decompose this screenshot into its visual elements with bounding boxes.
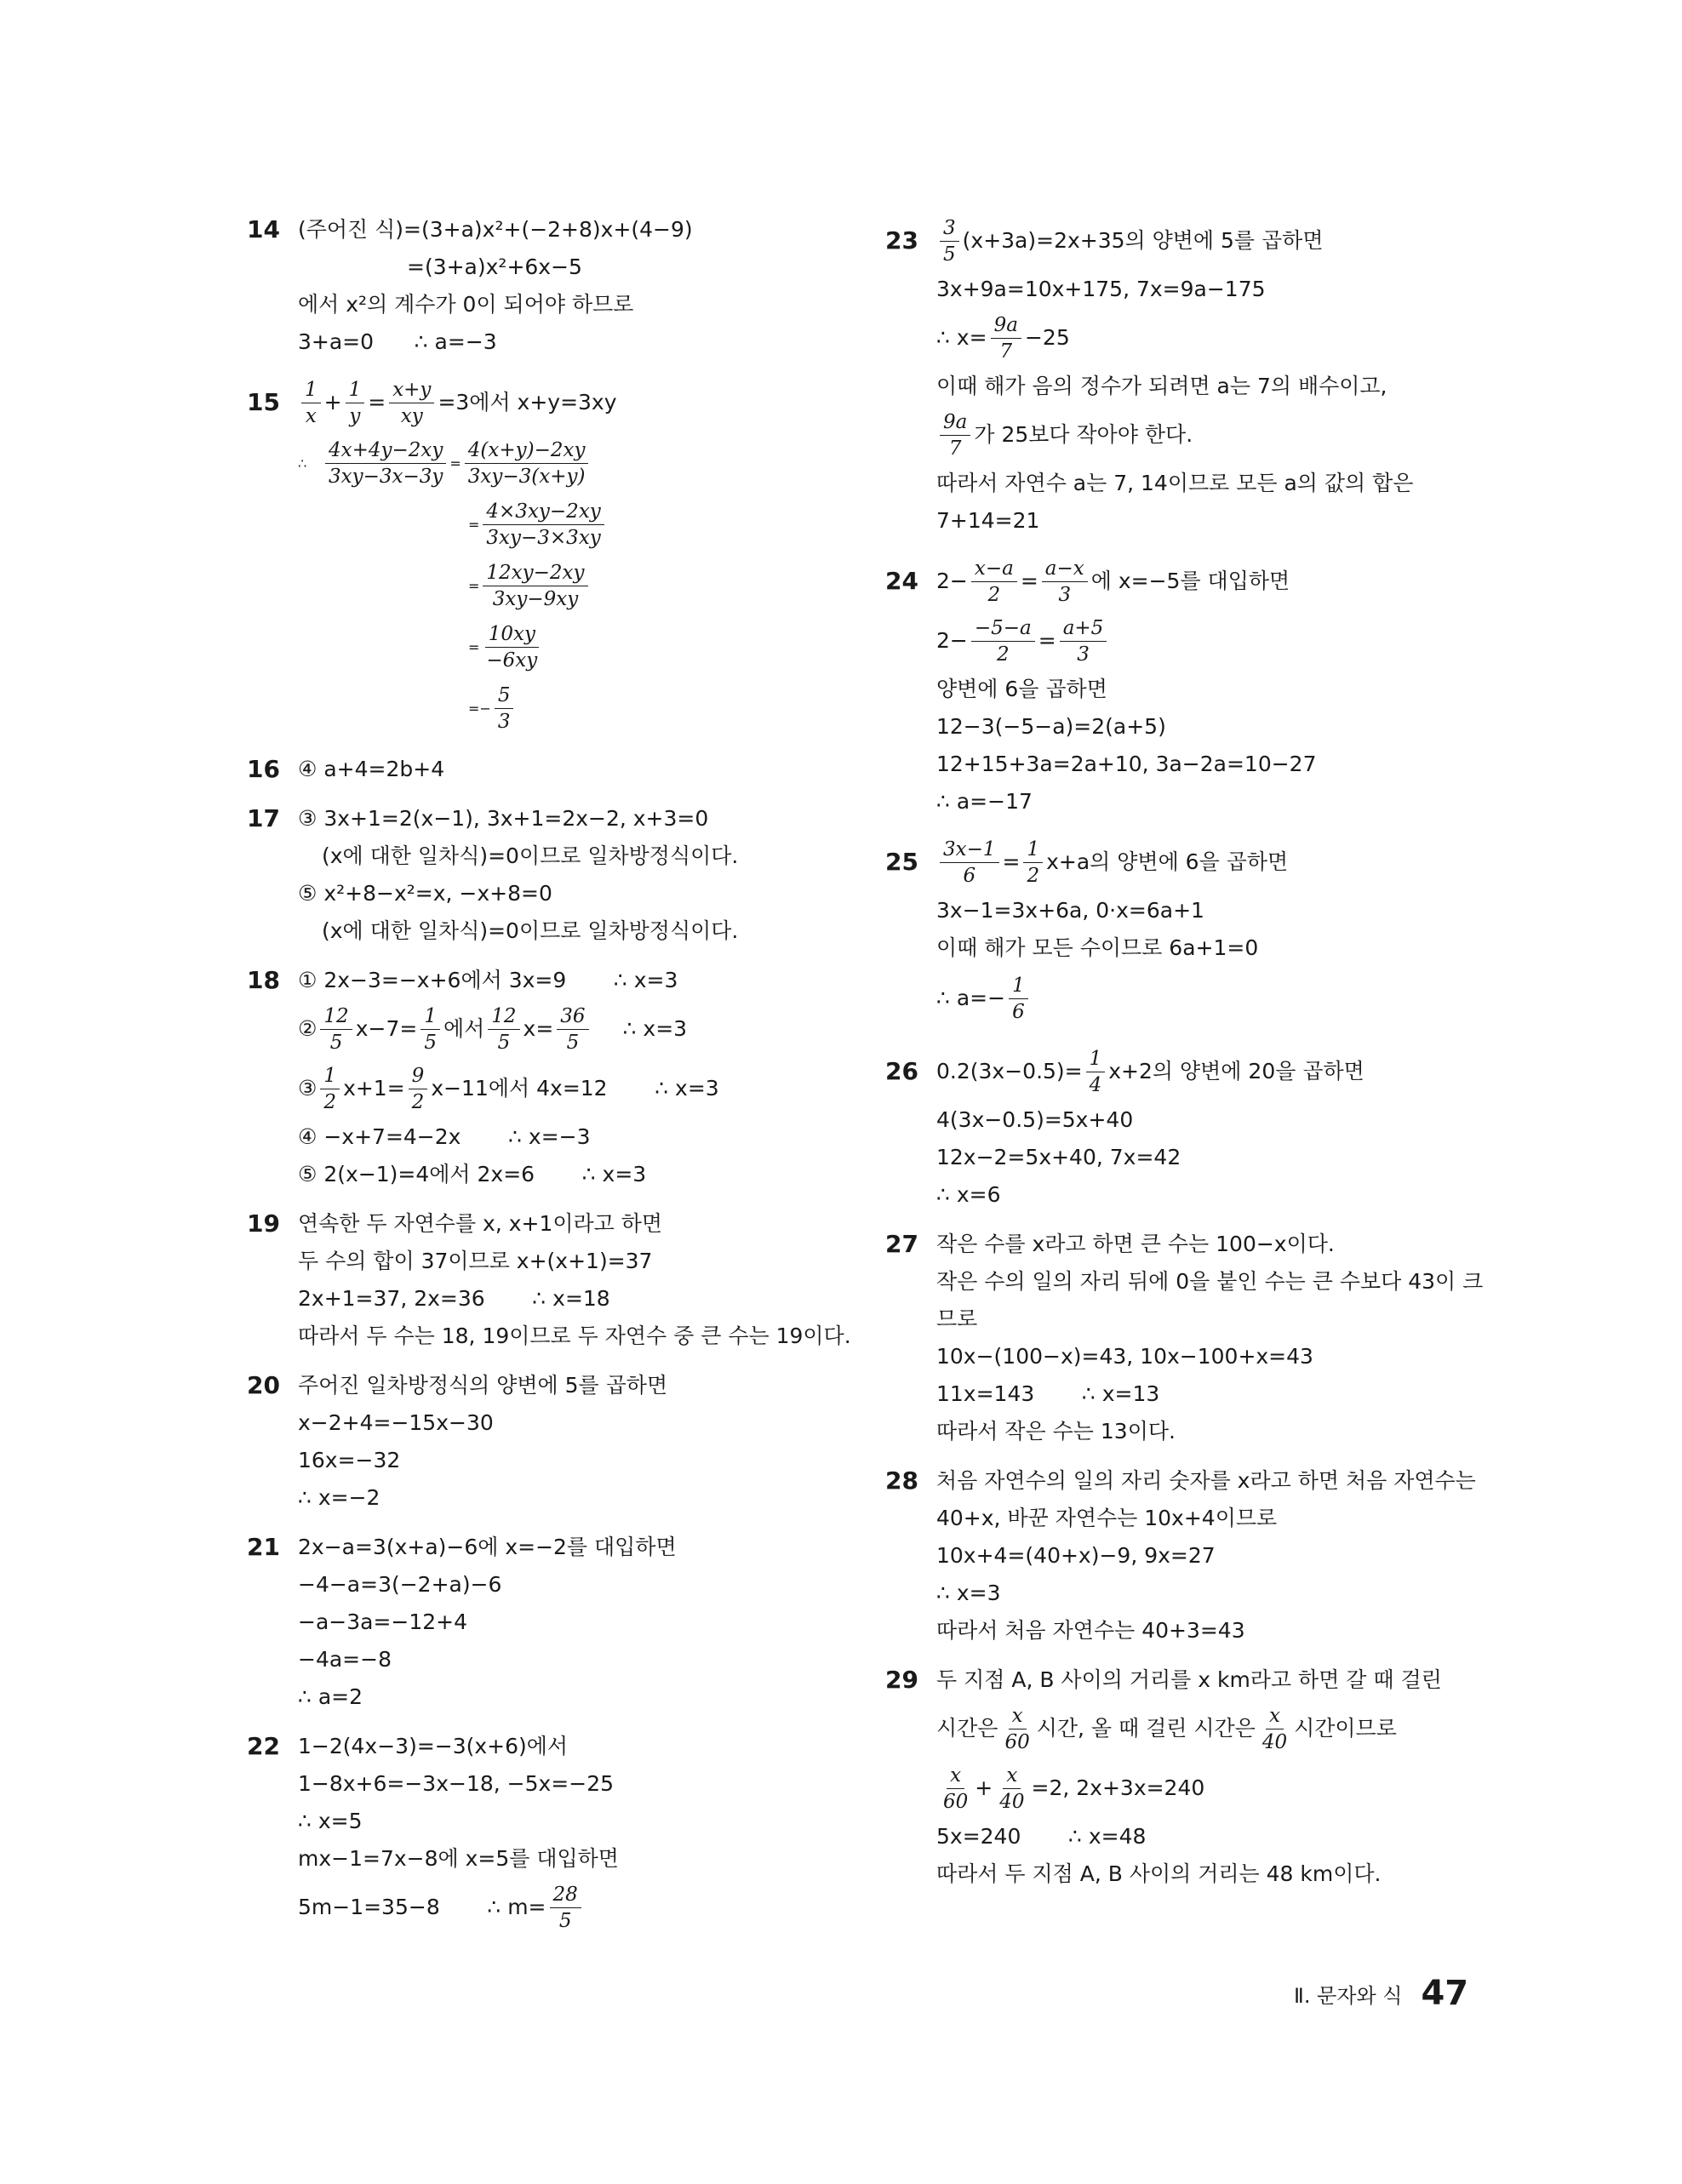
denominator: 6 (963, 864, 976, 887)
solution-line: 연속한 두 자연수를 x, x+1이라고 하면 (298, 1211, 663, 1236)
section-title: Ⅱ. 문자와 식 (1294, 1983, 1403, 2008)
denominator: 2 (323, 1090, 337, 1113)
fraction (346, 377, 365, 429)
fraction (1060, 615, 1107, 667)
problem-number: 20 (247, 1371, 280, 1399)
solution-line: ④ −x+7=4−2x ∴ x=−3 (298, 1124, 591, 1149)
denominator: 6 (1012, 1000, 1025, 1023)
solution-line: 7+14=21 (936, 508, 1040, 533)
numerator: 4(x+y)−2xy (465, 437, 589, 464)
denominator: 2 (996, 643, 1010, 666)
denominator: 40 (1262, 1730, 1288, 1753)
text: 시간이므로 (1294, 1716, 1397, 1741)
solution-line (298, 999, 860, 1059)
denominator: 4 (1089, 1073, 1102, 1096)
fraction (389, 377, 434, 429)
numerator: 1 (301, 377, 321, 403)
problem-20 (247, 1367, 860, 1517)
solution-line: 5x=240 ∴ x=48 (936, 1824, 1147, 1849)
fraction (940, 215, 959, 267)
denominator: y (349, 404, 361, 427)
denominator: 5 (558, 1909, 572, 1932)
solution-line: ∴ a=2 (298, 1684, 363, 1709)
operator: = (449, 455, 461, 472)
denominator: 5 (424, 1031, 437, 1054)
denominator: 2 (1027, 864, 1040, 887)
fraction (1001, 1703, 1033, 1755)
problem-15 (247, 373, 860, 739)
solution-line: 에서 x²의 계수가 0이 되어야 하므로 (298, 292, 634, 317)
numerator: a+5 (1060, 615, 1107, 642)
problem-number: 28 (885, 1466, 918, 1495)
numerator: 1 (1009, 973, 1028, 999)
solution-line: 12−3(−5−a)=2(a+5) (936, 714, 1166, 739)
numerator: 36 (557, 1003, 588, 1030)
solution-line: 작은 수의 일의 자리 뒤에 0을 붙인 수는 큰 수보다 43이 크 (936, 1269, 1484, 1294)
solution-line: 3+a=0 ∴ a=−3 (298, 329, 497, 354)
problem-25 (885, 832, 1481, 1030)
fraction (488, 1003, 519, 1055)
solution-line: 12x−2=5x+40, 7x=42 (936, 1145, 1181, 1169)
solution-line: 3x+9a=10x+175, 7x=9a−175 (936, 277, 1266, 301)
text: =2, 2x+3x=240 (1031, 1775, 1205, 1800)
numerator: −5−a (971, 615, 1035, 642)
numerator: 12 (488, 1003, 519, 1030)
numerator: 1 (346, 377, 365, 403)
numerator: a−x (1042, 556, 1088, 582)
solution-line: x−2+4=−15x−30 (298, 1410, 494, 1435)
solution-line (936, 1699, 1481, 1758)
equation-row (298, 616, 860, 677)
solution-line: ∴ x=−2 (298, 1485, 380, 1510)
numerator: x (1266, 1703, 1284, 1729)
fraction (420, 1003, 440, 1055)
circled-number: ② (298, 1016, 318, 1041)
solution-line (936, 1042, 1481, 1101)
text: ∴ a=− (936, 986, 1006, 1010)
problem-number: 26 (885, 1057, 918, 1085)
solution-line (298, 373, 860, 432)
problem-number: 16 (247, 755, 280, 783)
fraction (483, 621, 541, 673)
text: 에 x=−5를 대입하면 (1090, 569, 1290, 593)
operator: = (468, 577, 480, 594)
problem-16 (247, 751, 860, 788)
solution-line: ④ a+4=2b+4 (298, 757, 445, 781)
problem-number: 29 (885, 1666, 918, 1694)
solution-line (936, 1758, 1481, 1818)
circled-number: ③ (298, 1076, 318, 1101)
fraction (483, 560, 587, 612)
solution-line: 1−8x+6=−3x−18, −5x=−25 (298, 1771, 615, 1796)
denominator: 5 (566, 1031, 580, 1054)
text: 0.2(3x−0.5)= (936, 1059, 1083, 1083)
denominator: 3xy−3x−3y (329, 465, 443, 488)
denominator: 2 (411, 1090, 425, 1113)
solution-line: ∴ x=5 (298, 1809, 363, 1833)
right-column (885, 211, 1484, 1905)
text: −25 (1024, 325, 1070, 350)
numerator: 5 (495, 683, 514, 709)
solution-line: 10x+4=(40+x)−9, 9x=27 (936, 1543, 1216, 1568)
problem-number: 23 (885, 226, 918, 254)
numerator: 3 (940, 215, 959, 242)
equation-row (298, 494, 860, 555)
solution-line: ∴ x=6 (936, 1182, 1001, 1207)
solution-line: 따라서 두 수는 18, 19이므로 두 자연수 중 큰 수는 19이다. (298, 1324, 851, 1348)
solution-line (936, 967, 1481, 1030)
solution-line (298, 1878, 860, 1937)
operator: = (1038, 628, 1056, 653)
numerator: 12 (320, 1003, 352, 1030)
problem-27 (885, 1226, 1484, 1450)
fraction (971, 556, 1017, 608)
numerator: 9 (409, 1063, 428, 1089)
text: 2− (936, 628, 968, 653)
fraction (483, 499, 604, 551)
equation-row (298, 432, 860, 494)
solution-line: 작은 수를 x라고 하면 큰 수는 100−x이다. (936, 1232, 1335, 1256)
text: x+1= (343, 1076, 405, 1101)
denominator: 2 (987, 583, 1001, 606)
solution-line (936, 308, 1481, 368)
problem-17 (247, 800, 860, 950)
solution-line: −4a=−8 (298, 1647, 392, 1672)
denominator: 3xy−9xy (492, 587, 579, 610)
solution-line: 16x=−32 (298, 1448, 401, 1472)
problem-22 (247, 1728, 860, 1937)
problem-29 (885, 1661, 1481, 1893)
fraction (320, 1063, 340, 1115)
solution-line (936, 611, 1481, 671)
denominator: 40 (999, 1790, 1025, 1813)
text: 에서 (443, 1016, 485, 1041)
operator: = (1020, 569, 1038, 593)
denominator: 7 (948, 437, 962, 460)
fraction (996, 1763, 1027, 1815)
solution-line: 이때 해가 모든 수이므로 6a+1=0 (936, 935, 1259, 960)
denominator: 3xy−3(x+y) (467, 465, 586, 488)
problem-23 (885, 211, 1481, 540)
solution-line: 처음 자연수의 일의 자리 숫자를 x라고 하면 처음 자연수는 (936, 1468, 1476, 1493)
text: 가 25보다 작아야 한다. (974, 422, 1193, 447)
problem-18 (247, 962, 860, 1193)
text: x+a의 양변에 6을 곱하면 (1046, 849, 1289, 874)
text: x+2의 양변에 20을 곱하면 (1108, 1059, 1364, 1083)
solution-line: 4(3x−0.5)=5x+40 (936, 1107, 1134, 1132)
solution-line: 이때 해가 음의 정수가 되려면 a는 7의 배수이고, (936, 374, 1387, 398)
denominator: 5 (943, 243, 956, 266)
solution-line: (주어진 식)=(3+a)x²+(−2+8)x+(4−9) (298, 217, 693, 242)
problem-14 (247, 211, 860, 361)
fraction (495, 683, 514, 735)
denominator: 60 (1004, 1730, 1030, 1753)
operator: = (1002, 849, 1021, 874)
solution-line: ① 2x−3=−x+6에서 3x=9 ∴ x=3 (298, 968, 678, 992)
text: x−11에서 4x=12 ∴ x=3 (431, 1076, 719, 1101)
solution-line: 따라서 자연수 a는 7, 14이므로 모든 a의 값의 합은 (936, 471, 1414, 495)
solution-line: (x에 대한 일차식)=0이므로 일차방정식이다. (322, 843, 739, 868)
problem-number: 27 (885, 1230, 918, 1258)
denominator: 5 (329, 1031, 343, 1054)
problem-number: 19 (247, 1209, 280, 1238)
fraction (320, 1003, 352, 1055)
problem-24 (885, 552, 1481, 820)
text: x−7= (355, 1016, 418, 1041)
text: ∴ x=3 (622, 1016, 688, 1041)
problem-number: 25 (885, 848, 918, 876)
page-footer (1294, 1968, 1468, 2019)
left-column (247, 211, 860, 1949)
text: 시간은 (936, 1716, 998, 1741)
denominator: xy (400, 404, 423, 427)
operator: + (975, 1775, 993, 1800)
numerator: 10xy (485, 621, 539, 648)
fraction (1259, 1703, 1290, 1755)
fraction (550, 1882, 581, 1934)
denominator: 5 (497, 1031, 511, 1054)
numerator: 3x−1 (940, 837, 999, 863)
numerator: 1 (320, 1063, 340, 1089)
solution-line: 3x−1=3x+6a, 0·x=6a+1 (936, 898, 1204, 923)
solution-line: 두 지점 A, B 사이의 거리를 x km라고 하면 갈 때 걸린 (936, 1667, 1442, 1692)
problem-number: 17 (247, 804, 280, 832)
fraction (325, 437, 446, 489)
solution-line: 2x−a=3(x+a)−6에 x=−2를 대입하면 (298, 1535, 677, 1559)
text: ∴ x= (936, 325, 987, 350)
numerator: 1 (1023, 837, 1043, 863)
problem-number: 14 (247, 215, 280, 243)
solution-line: 두 수의 합이 37이므로 x+(x+1)=37 (298, 1249, 653, 1273)
solution-line: ⑤ x²+8−x²=x, −x+8=0 (298, 881, 552, 906)
fraction (1009, 973, 1028, 1025)
solution-line: 1−2(4x−3)=−3(x+6)에서 (298, 1734, 569, 1758)
solution-line: 2x+1=37, 2x=36 ∴ x=18 (298, 1286, 610, 1311)
fraction (1042, 556, 1088, 608)
solution-line: ∴ x=3 (936, 1581, 1001, 1605)
solution-line: 따라서 작은 수는 13이다. (936, 1419, 1176, 1444)
denominator: x (305, 404, 317, 427)
denominator: 3xy−3×3xy (486, 526, 601, 549)
solution-line: mx−1=7x−8에 x=5를 대입하면 (298, 1846, 619, 1871)
solution-line: ⑤ 2(x−1)=4에서 2x=6 ∴ x=3 (298, 1162, 647, 1186)
numerator: x (947, 1763, 964, 1789)
problem-number: 15 (247, 388, 280, 416)
solution-line: ∴ a=−17 (936, 789, 1033, 814)
fraction (940, 409, 970, 461)
equation-row (298, 555, 860, 616)
problem-28 (885, 1462, 1481, 1649)
numerator: 1 (1086, 1046, 1106, 1072)
fraction (940, 1763, 971, 1815)
numerator: x−a (971, 556, 1017, 582)
denominator: 3 (1077, 643, 1090, 666)
operator: = (468, 516, 480, 533)
numerator: 9a (991, 312, 1021, 339)
fraction (301, 377, 321, 429)
solution-line: 따라서 두 지점 A, B 사이의 거리는 48 km이다. (936, 1861, 1382, 1886)
equation-row (298, 677, 860, 739)
numerator: 28 (550, 1882, 581, 1908)
fraction (940, 837, 999, 889)
denominator: 3 (1058, 583, 1072, 606)
solution-line: 11x=143 ∴ x=13 (936, 1381, 1160, 1406)
fraction (1086, 1046, 1106, 1098)
numerator: 1 (420, 1003, 440, 1030)
solution-line: 므로 (936, 1306, 978, 1331)
therefore-symbol: ∴ (298, 455, 307, 472)
solution-line: 12+15+3a=2a+10, 3a−2a=10−27 (936, 752, 1317, 776)
solution-line (936, 552, 1481, 611)
numerator: 4x+4y−2xy (325, 437, 446, 464)
numerator: 12xy−2xy (483, 560, 587, 586)
denominator: −6xy (486, 649, 538, 672)
solution-line: −a−3a=−12+4 (298, 1609, 467, 1634)
solution-line: ③ 3x+1=2(x−1), 3x+1=2x−2, x+3=0 (298, 806, 709, 831)
problem-26 (885, 1042, 1481, 1214)
page-number: 47 (1421, 1974, 1469, 2013)
fraction (971, 615, 1035, 667)
problem-21 (247, 1529, 860, 1716)
problem-number: 24 (885, 567, 918, 595)
numerator: 4×3xy−2xy (483, 499, 604, 525)
fraction (465, 437, 589, 489)
operator: = (368, 390, 386, 415)
problem-number: 22 (247, 1732, 280, 1760)
text: (x+3a)=2x+35의 양변에 5를 곱하면 (962, 228, 1324, 253)
denominator: 3 (497, 710, 511, 733)
operator: + (323, 390, 342, 415)
solution-line: −4−a=3(−2+a)−6 (298, 1572, 502, 1597)
operator: = (468, 638, 480, 655)
solution-line: 10x−(100−x)=43, 10x−100+x=43 (936, 1344, 1313, 1369)
solution-line (936, 405, 1481, 465)
text: x= (523, 1016, 554, 1041)
solution-line: 따라서 처음 자연수는 40+3=43 (936, 1618, 1245, 1643)
numerator: x (1003, 1763, 1021, 1789)
solution-line: 양변에 6을 곱하면 (936, 677, 1107, 701)
problem-number: 18 (247, 966, 280, 994)
text: =3에서 x+y=3xy (438, 390, 617, 415)
solution-line: 40+x, 바꾼 자연수는 10x+4이므로 (936, 1506, 1278, 1530)
solution-line: 주어진 일차방정식의 양변에 5를 곱하면 (298, 1373, 668, 1398)
denominator: 7 (999, 340, 1013, 363)
text: 시간, 올 때 걸린 시간은 (1036, 1716, 1256, 1741)
solution-line: (x에 대한 일차식)=0이므로 일차방정식이다. (322, 918, 739, 943)
solution-line (936, 211, 1481, 271)
numerator: 9a (940, 409, 970, 436)
fraction (409, 1063, 428, 1115)
fraction (1023, 837, 1043, 889)
fraction (557, 1003, 588, 1055)
text: 5m−1=35−8 ∴ m= (298, 1895, 546, 1919)
denominator: 60 (943, 1790, 969, 1813)
problem-number: 21 (247, 1533, 280, 1561)
solution-line: =(3+a)x²+6x−5 (407, 254, 582, 279)
numerator: x+y (389, 377, 434, 403)
operator: =− (468, 700, 491, 717)
numerator: x (1009, 1703, 1027, 1729)
text: 2− (936, 569, 968, 593)
problem-19 (247, 1205, 860, 1355)
solution-line (298, 1059, 860, 1118)
fraction (991, 312, 1021, 364)
solution-line (936, 832, 1481, 892)
